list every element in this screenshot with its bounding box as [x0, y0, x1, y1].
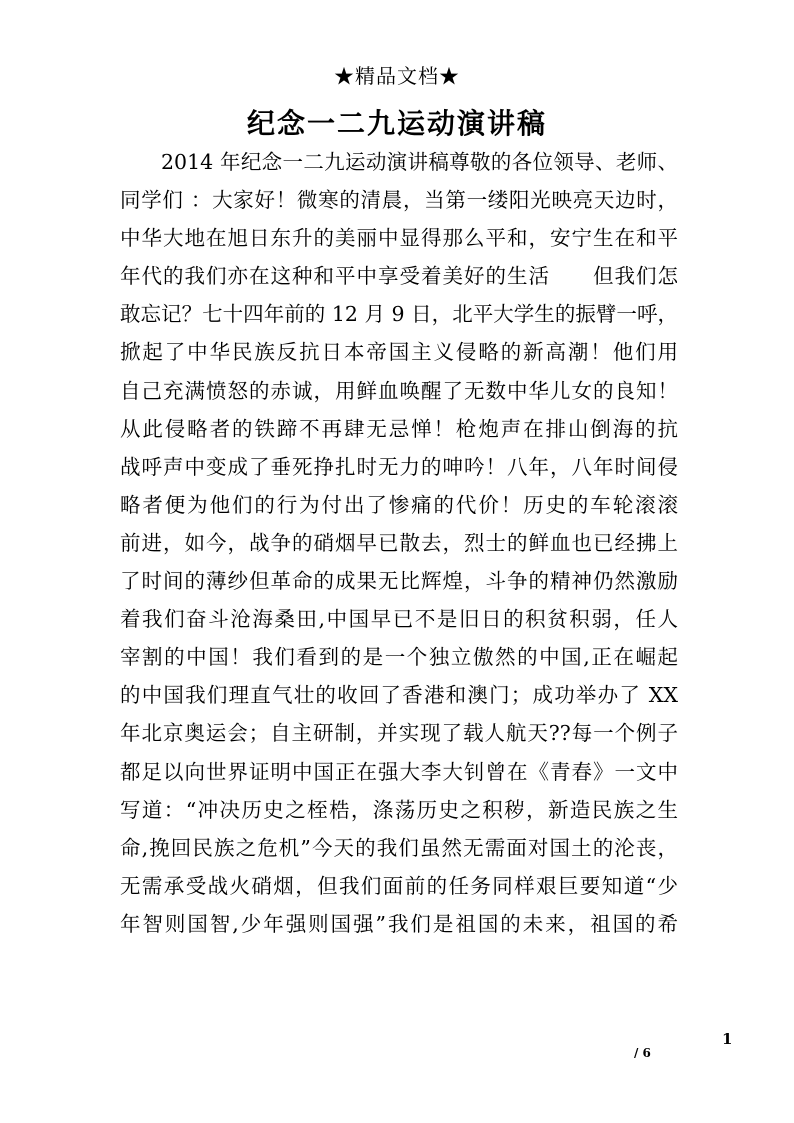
paragraph-line: 年代的我们亦在这种和平中享受着美好的生活 但我们怎	[120, 264, 678, 289]
paragraph-line: 2014 年纪念一二九运动演讲稿尊敬的各位领导、老师、	[161, 150, 678, 174]
document-header: ★精品文档★	[334, 64, 460, 88]
paragraph-line: 敢忘记？七十四年前的 12 月 9 日，北平大学生的振臂一呼，	[120, 302, 678, 327]
page-title: 纪念一二九运动演讲稿	[246, 107, 547, 140]
paragraph-line: 年北京奥运会；自主研制，并实现了载人航天??每一个例子	[120, 721, 678, 746]
paragraph-line: 中华大地在旭日东升的美丽中显得那么平和，安宁生在和平	[120, 226, 678, 251]
paragraph-line: 年智则国智,少年强则国强”我们是祖国的未来，祖国的希	[120, 911, 678, 936]
paragraph-line: 自己充满愤怒的赤诚，用鲜血唤醒了无数中华儿女的良知！	[120, 378, 678, 403]
paragraph-line: 掀起了中华民族反抗日本帝国主义侵略的新高潮！他们用	[120, 340, 678, 365]
paragraph-line: 略者便为他们的行为付出了惨痛的代价！历史的车轮滚滚	[120, 492, 678, 517]
page-number: 1	[722, 1030, 733, 1048]
paragraph-line: 命,挽回民族之危机”今天的我们虽然无需面对国土的沦丧，	[120, 835, 678, 860]
paragraph-line: 同学们 ：大家好！微寒的清晨，当第一缕阳光映亮天边时，	[120, 188, 678, 213]
document-body	[120, 143, 678, 943]
paragraph-line: 写道：“冲决历史之桎梏，涤荡历史之积秽，新造民族之生	[120, 797, 678, 822]
paragraph-line: 前进，如今，战争的硝烟早已散去，烈士的鲜血也已经拂上	[120, 530, 678, 555]
paragraph-line: 着我们奋斗沧海桑田,中国早已不是旧日的积贫积弱，任人	[120, 607, 678, 632]
page-total: / 6	[634, 1046, 651, 1060]
paragraph-line: 的中国我们理直气壮的收回了香港和澳门；成功举办了 XX	[120, 683, 678, 708]
paragraph-line: 了时间的薄纱但革命的成果无比辉煌，斗争的精神仍然激励	[120, 569, 678, 594]
paragraph-line: 宰割的中国！我们看到的是一个独立傲然的中国,正在崛起	[120, 645, 678, 670]
paragraph-line: 从此侵略者的铁蹄不再肆无忌惮！枪炮声在排山倒海的抗	[120, 416, 678, 441]
paragraph-line: 战呼声中变成了垂死挣扎时无力的呻吟！八年，八年时间侵	[120, 454, 678, 479]
paragraph-line: 无需承受战火硝烟，但我们面前的任务同样艰巨要知道“少	[120, 873, 678, 898]
paragraph-line: 都足以向世界证明中国正在强大李大钊曾在《青春》一文中	[120, 759, 678, 784]
